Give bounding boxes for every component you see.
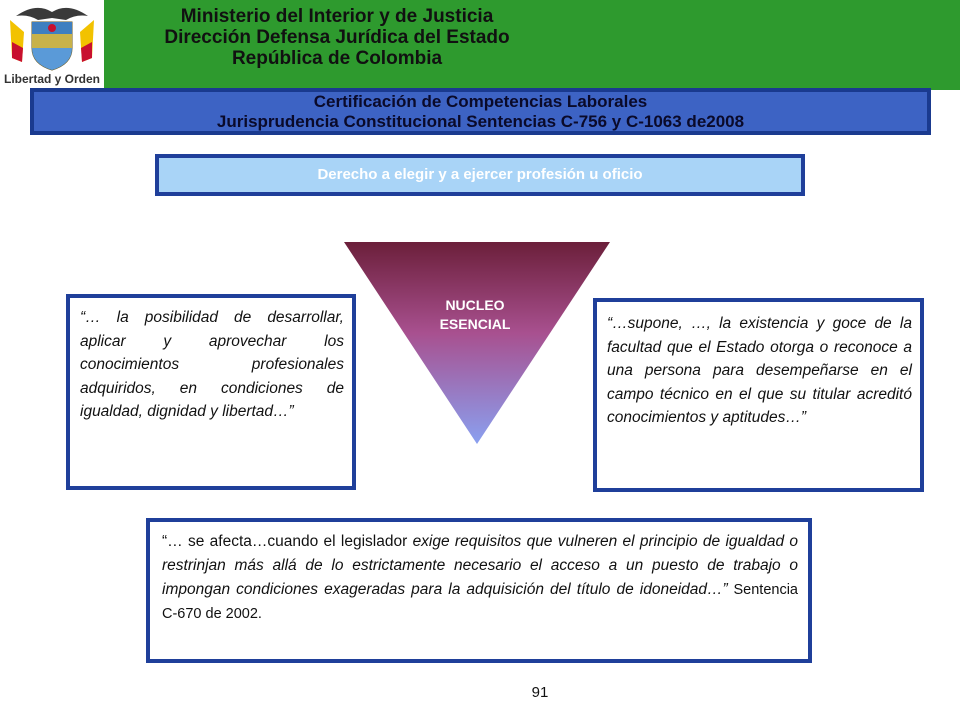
- quote-right: “…supone, …, la existencia y goce de la facultad que el Estado otorga o reconoce a una persona para desempeñarse en el campo técnico en el que su titular acreditó conocimientos y aptitudes…”: [593, 298, 924, 492]
- country-name: República de Colombia: [231, 48, 443, 69]
- quote-bottom-intro: “… se afecta…cuando el legislador: [162, 533, 413, 550]
- quote-bottom: [146, 518, 812, 663]
- core-label-line2: ESENCIAL: [439, 316, 511, 332]
- ministry-header: [104, 0, 960, 90]
- core-triangle: [344, 242, 610, 444]
- core-label-line1: NUCLEO: [445, 297, 505, 313]
- quote-bottom-emphasis: exige requisitos que vulneren el principio de igualdad o restrinjan más allá de lo estrictamente necesario el acceso a un puesto de trabajo o impongan condiciones exageradas para la adquisición del título de idoneidad…”: [162, 533, 798, 598]
- title-banner: [30, 88, 931, 135]
- core-label: [410, 296, 540, 334]
- banner-title: Certificación de Competencias Laborales: [313, 92, 648, 111]
- quote-left: “… la posibilidad de desarrollar, aplicar y aprovechar los conocimientos profesionales adquiridos, en condiciones de igualdad, dignidad y libertad…”: [66, 294, 356, 490]
- ministry-name: Ministerio del Interior y de Justicia: [180, 6, 494, 27]
- logo-motto: Libertad y Orden: [3, 72, 101, 86]
- page-number: 91: [531, 684, 549, 701]
- banner-subtitle: Jurisprudencia Constitucional Sentencias C-756 y C-1063 de2008: [216, 112, 745, 131]
- department-name: Dirección Defensa Jurídica del Estado: [164, 27, 510, 48]
- quote-bottom-citation: Sentencia C-670 de 2002.: [162, 582, 798, 622]
- topic-heading: Derecho a elegir y a ejercer profesión u oficio: [155, 154, 805, 196]
